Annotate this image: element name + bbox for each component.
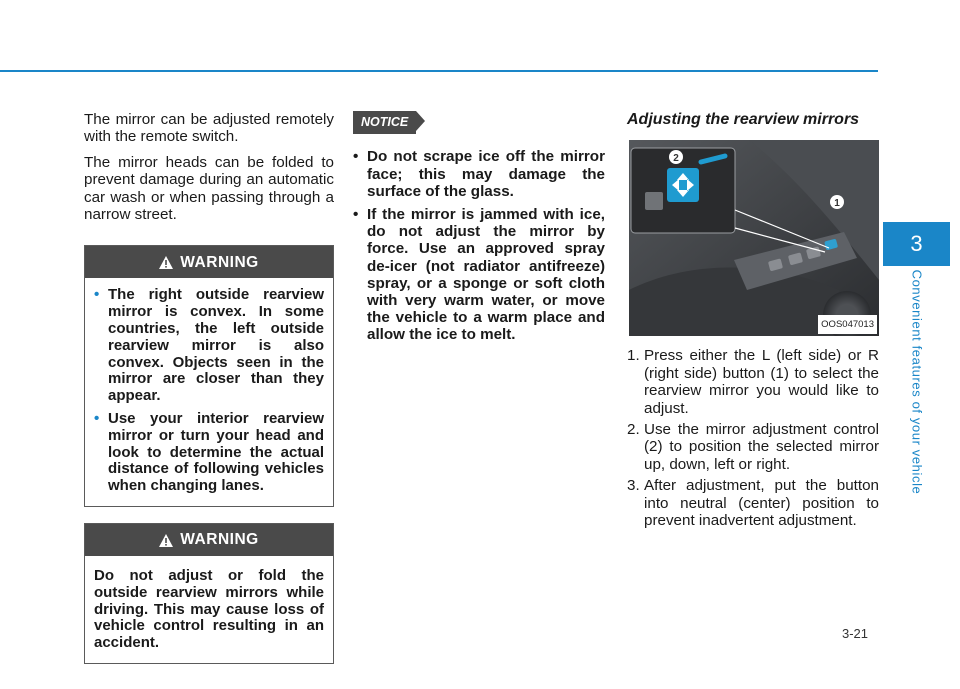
page-number: 3-21 [842,626,869,641]
figure-caption: OOS047013 [818,315,877,334]
warning-item [94,287,324,405]
warning-box-2 [84,523,334,664]
notice-list [353,148,605,343]
warning-header-1 [85,246,333,278]
step-number: 2. [627,421,640,439]
step-text: After adjustment, put the button into neutral (center) position to prevent inadvertent adjustment. [644,477,879,530]
step-item [627,421,879,473]
warning-body-1 [85,278,333,506]
step-text: Use the mirror adjustment control (2) to position the selected mirror up, down, left or right. [644,421,879,473]
bullet-dot: • [353,206,359,224]
warning-title-2: WARNING [180,531,259,549]
notice-badge: NOTICE [353,111,416,134]
left-column [84,111,334,664]
warning-title-1: WARNING [180,253,259,271]
door-panel-illustration [629,140,879,336]
warning-text-2: Do not adjust or fold the outside rearview mirrors while driving. This may cause loss of vehicle control resulting in an accident. [94,567,324,652]
top-rule [0,70,878,72]
section-heading: Adjusting the rearview mirrors [627,111,860,128]
intro-paragraph-1: The mirror can be adjusted remotely with the remote switch. [84,111,334,146]
callout-1: 1 [834,198,840,210]
warning-item-text: The right outside rearview mirror is convex. In some countries, the left outside rearview mirror is also convex. Objects seen in the mirror are closer than they appear. [108,286,324,405]
step-text: Press either the L (left side) or R (right side) button (1) to select the rearview mirror you would like to adjust. [644,347,879,417]
mirror-control-figure [629,140,879,336]
notice-item-text: If the mirror is jammed with ice, do not adjust the mirror by force. Use an approved spray de-icer (not radiator antifreeze) spray, or a sponge or soft cloth with very warm water, or move the vehicle to a warm place and allow the ice to melt. [367,206,605,344]
notice-item-text: Do not scrape ice off the mirror face; this may damage the surface of the glass. [367,148,605,200]
warning-triangle-icon [159,534,173,547]
chapter-title: Convenient features of your vehicle [909,269,925,495]
middle-column [353,111,605,350]
step-item [627,347,879,417]
step-item [627,477,879,529]
step-number: 3. [627,477,640,495]
warning-header-2 [85,524,333,556]
callout-2: 2 [673,153,679,165]
warning-triangle-icon [159,256,173,269]
warning-item [94,411,324,495]
step-number: 1. [627,347,640,365]
warning-box-1 [84,245,334,507]
intro-paragraph-2: The mirror heads can be folded to prevent damage during an automatic car wash or when passing through a narrow street. [84,153,334,224]
steps-list [627,347,879,529]
right-column [627,111,879,533]
warning-body-2 [85,556,333,663]
notice-item [353,148,605,200]
bullet-dot: • [94,410,100,428]
bullet-dot: • [94,286,100,304]
warning-item-text: Use your interior rearview mirror or turn your head and look to determine the actual distance of following vehicles when changing lanes. [108,410,324,495]
notice-item [353,206,605,344]
chapter-tab: 3 [883,222,950,266]
bullet-dot: • [353,148,359,166]
